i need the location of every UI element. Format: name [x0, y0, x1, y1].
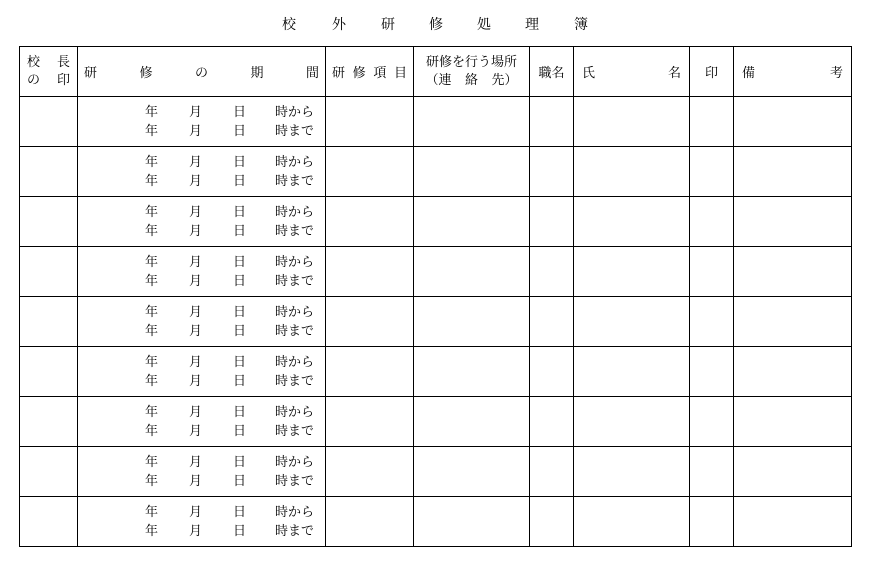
title-char: 校: [282, 17, 296, 33]
job-title-cell[interactable]: [530, 197, 574, 247]
remarks-cell[interactable]: [734, 197, 852, 247]
period-start-line: [78, 353, 325, 372]
job-title-cell[interactable]: [530, 497, 574, 547]
period-cell[interactable]: [78, 247, 326, 297]
remarks-cell[interactable]: [734, 297, 852, 347]
remarks-cell[interactable]: [734, 497, 852, 547]
principal-seal-cell[interactable]: [20, 97, 78, 147]
period-time-label: 時まで: [275, 173, 315, 189]
training-ledger-table: [19, 46, 852, 547]
job-title-cell[interactable]: [530, 447, 574, 497]
period-month-label: 月: [189, 354, 203, 370]
period-end-line: [78, 422, 325, 441]
period-month-label: 月: [189, 473, 203, 489]
period-year-label: 年: [145, 473, 159, 489]
period-day-label: 日: [233, 473, 247, 489]
table-row: [20, 97, 852, 147]
period-year-label: 年: [145, 454, 159, 470]
location-cell[interactable]: [414, 147, 530, 197]
period-month-label: 月: [189, 173, 203, 189]
period-year-label: 年: [145, 354, 159, 370]
period-day-label: 日: [233, 273, 247, 289]
period-day-label: 日: [233, 354, 247, 370]
period-cell[interactable]: [78, 397, 326, 447]
period-day-label: 日: [233, 173, 247, 189]
period-end-line: [78, 322, 325, 341]
principal-seal-cell[interactable]: [20, 497, 78, 547]
location-cell[interactable]: [414, 197, 530, 247]
period-time-label: 時から: [275, 404, 315, 420]
period-year-label: 年: [145, 323, 159, 339]
period-year-label: 年: [145, 173, 159, 189]
principal-seal-cell[interactable]: [20, 297, 78, 347]
period-end-line: [78, 272, 325, 291]
name-cell[interactable]: [574, 447, 690, 497]
header-text: 氏: [582, 66, 596, 81]
training-item-cell[interactable]: [326, 147, 414, 197]
period-day-label: 日: [233, 154, 247, 170]
location-cell[interactable]: [414, 247, 530, 297]
name-cell[interactable]: [574, 297, 690, 347]
training-item-cell[interactable]: [326, 297, 414, 347]
period-day-label: 日: [233, 223, 247, 239]
period-year-label: 年: [145, 154, 159, 170]
name-cell[interactable]: [574, 247, 690, 297]
period-end-line: [78, 472, 325, 491]
period-month-label: 月: [189, 523, 203, 539]
header-text: 研: [332, 66, 346, 81]
title-char: 理: [525, 17, 539, 33]
training-item-cell[interactable]: [326, 97, 414, 147]
period-start-line: [78, 153, 325, 172]
training-item-cell[interactable]: [326, 347, 414, 397]
seal-cell[interactable]: [690, 347, 734, 397]
period-time-label: 時まで: [275, 273, 315, 289]
principal-seal-cell[interactable]: [20, 247, 78, 297]
header-text: 研: [84, 66, 98, 81]
period-cell[interactable]: [78, 197, 326, 247]
period-year-label: 年: [145, 304, 159, 320]
job-title-cell[interactable]: [530, 147, 574, 197]
principal-seal-cell[interactable]: [20, 397, 78, 447]
period-cell[interactable]: [78, 347, 326, 397]
period-month-label: 月: [189, 123, 203, 139]
title-char: 修: [429, 17, 443, 33]
seal-cell[interactable]: [690, 97, 734, 147]
name-cell[interactable]: [574, 397, 690, 447]
period-day-label: 日: [233, 373, 247, 389]
remarks-cell[interactable]: [734, 347, 852, 397]
seal-cell[interactable]: [690, 147, 734, 197]
period-day-label: 日: [233, 123, 247, 139]
period-year-label: 年: [145, 104, 159, 120]
principal-seal-cell[interactable]: [20, 147, 78, 197]
period-year-label: 年: [145, 254, 159, 270]
period-start-line: [78, 453, 325, 472]
period-cell[interactable]: [78, 97, 326, 147]
training-item-cell[interactable]: [326, 247, 414, 297]
period-end-line: [78, 372, 325, 391]
period-start-line: [78, 403, 325, 422]
header-job-title: 職名: [530, 47, 574, 97]
period-year-label: 年: [145, 123, 159, 139]
period-time-label: 時から: [275, 254, 315, 270]
header-row: [20, 47, 852, 97]
period-year-label: 年: [145, 523, 159, 539]
name-cell[interactable]: [574, 97, 690, 147]
job-title-cell[interactable]: [530, 397, 574, 447]
header-period: [78, 47, 326, 97]
principal-seal-cell[interactable]: [20, 347, 78, 397]
period-month-label: 月: [189, 454, 203, 470]
period-day-label: 日: [233, 523, 247, 539]
table-row: [20, 297, 852, 347]
period-time-label: 時まで: [275, 123, 315, 139]
period-day-label: 日: [233, 504, 247, 520]
period-time-label: 時まで: [275, 423, 315, 439]
table-row: [20, 397, 852, 447]
period-end-line: [78, 172, 325, 191]
period-month-label: 月: [189, 204, 203, 220]
seal-cell[interactable]: [690, 247, 734, 297]
period-year-label: 年: [145, 273, 159, 289]
header-text: の: [194, 66, 208, 81]
header-text: 印: [56, 72, 70, 88]
header-principal-seal: [20, 47, 78, 97]
title-char: 簿: [574, 17, 588, 33]
header-text: 間: [305, 66, 319, 81]
period-start-line: [78, 503, 325, 522]
period-start-line: [78, 303, 325, 322]
period-end-line: [78, 522, 325, 541]
period-year-label: 年: [145, 504, 159, 520]
table-row: [20, 147, 852, 197]
name-cell[interactable]: [574, 197, 690, 247]
period-time-label: 時から: [275, 354, 315, 370]
period-month-label: 月: [189, 254, 203, 270]
period-time-label: 時から: [275, 454, 315, 470]
header-text: 項: [373, 66, 387, 81]
period-day-label: 日: [233, 254, 247, 270]
period-month-label: 月: [189, 373, 203, 389]
period-time-label: 時まで: [275, 373, 315, 389]
job-title-cell[interactable]: [530, 97, 574, 147]
location-cell[interactable]: [414, 97, 530, 147]
period-day-label: 日: [233, 454, 247, 470]
location-cell[interactable]: [414, 297, 530, 347]
header-text: の: [27, 72, 41, 88]
header-training-item: [326, 47, 414, 97]
period-month-label: 月: [189, 323, 203, 339]
header-text: 修: [139, 66, 153, 81]
remarks-cell[interactable]: [734, 397, 852, 447]
header-text: 目: [393, 66, 407, 81]
period-end-line: [78, 122, 325, 141]
period-year-label: 年: [145, 223, 159, 239]
header-text: 研修を行う場所: [425, 54, 517, 70]
period-day-label: 日: [233, 423, 247, 439]
period-time-label: 時から: [275, 504, 315, 520]
header-text: 考: [829, 66, 843, 81]
name-cell[interactable]: [574, 147, 690, 197]
period-month-label: 月: [189, 404, 203, 420]
seal-cell[interactable]: [690, 497, 734, 547]
principal-seal-cell[interactable]: [20, 197, 78, 247]
period-year-label: 年: [145, 423, 159, 439]
job-title-cell[interactable]: [530, 247, 574, 297]
period-month-label: 月: [189, 104, 203, 120]
title-char: 処: [477, 17, 491, 33]
remarks-cell[interactable]: [734, 97, 852, 147]
period-month-label: 月: [189, 273, 203, 289]
period-start-line: [78, 103, 325, 122]
period-month-label: 月: [189, 504, 203, 520]
title-char: 外: [332, 17, 346, 33]
period-cell[interactable]: [78, 297, 326, 347]
period-start-line: [78, 253, 325, 272]
period-time-label: 時まで: [275, 323, 315, 339]
header-text: （連: [425, 72, 452, 88]
period-time-label: 時まで: [275, 473, 315, 489]
remarks-cell[interactable]: [734, 147, 852, 197]
period-cell[interactable]: [78, 447, 326, 497]
period-day-label: 日: [233, 404, 247, 420]
training-item-cell[interactable]: [326, 197, 414, 247]
principal-seal-cell[interactable]: [20, 447, 78, 497]
period-month-label: 月: [189, 304, 203, 320]
header-text: 先）: [491, 72, 518, 88]
period-day-label: 日: [233, 104, 247, 120]
period-year-label: 年: [145, 373, 159, 389]
job-title-cell[interactable]: [530, 297, 574, 347]
header-text: 絡: [464, 72, 478, 88]
training-item-cell[interactable]: [326, 397, 414, 447]
header-text: 名: [667, 66, 681, 81]
table-row: [20, 247, 852, 297]
period-cell[interactable]: [78, 147, 326, 197]
location-cell[interactable]: [414, 497, 530, 547]
table-row: [20, 447, 852, 497]
remarks-cell[interactable]: [734, 247, 852, 297]
training-item-cell[interactable]: [326, 447, 414, 497]
seal-cell[interactable]: [690, 297, 734, 347]
period-day-label: 日: [233, 323, 247, 339]
period-day-label: 日: [233, 304, 247, 320]
job-title-cell[interactable]: [530, 347, 574, 397]
table-row: [20, 347, 852, 397]
name-cell[interactable]: [574, 497, 690, 547]
period-time-label: 時から: [275, 204, 315, 220]
header-text: 修: [352, 66, 366, 81]
period-month-label: 月: [189, 423, 203, 439]
period-time-label: 時から: [275, 104, 315, 120]
header-location: [414, 47, 530, 97]
seal-cell[interactable]: [690, 447, 734, 497]
header-text: 備: [742, 66, 756, 81]
header-remarks: [734, 47, 852, 97]
document-title: [0, 15, 870, 35]
title-char: 研: [381, 17, 395, 33]
period-time-label: 時まで: [275, 523, 315, 539]
table-row: [20, 497, 852, 547]
remarks-cell[interactable]: [734, 447, 852, 497]
location-cell[interactable]: [414, 447, 530, 497]
header-text: 校: [27, 54, 41, 70]
seal-cell[interactable]: [690, 197, 734, 247]
training-item-cell[interactable]: [326, 497, 414, 547]
header-text: 長: [56, 54, 70, 70]
name-cell[interactable]: [574, 347, 690, 397]
period-time-label: 時まで: [275, 223, 315, 239]
period-cell[interactable]: [78, 497, 326, 547]
period-day-label: 日: [233, 204, 247, 220]
period-start-line: [78, 203, 325, 222]
period-month-label: 月: [189, 154, 203, 170]
period-year-label: 年: [145, 204, 159, 220]
period-time-label: 時から: [275, 304, 315, 320]
header-seal: 印: [690, 47, 734, 97]
table-row: [20, 197, 852, 247]
header-name: [574, 47, 690, 97]
header-text: 期: [250, 66, 264, 81]
period-year-label: 年: [145, 404, 159, 420]
period-time-label: 時から: [275, 154, 315, 170]
seal-cell[interactable]: [690, 397, 734, 447]
period-end-line: [78, 222, 325, 241]
location-cell[interactable]: [414, 347, 530, 397]
period-month-label: 月: [189, 223, 203, 239]
location-cell[interactable]: [414, 397, 530, 447]
